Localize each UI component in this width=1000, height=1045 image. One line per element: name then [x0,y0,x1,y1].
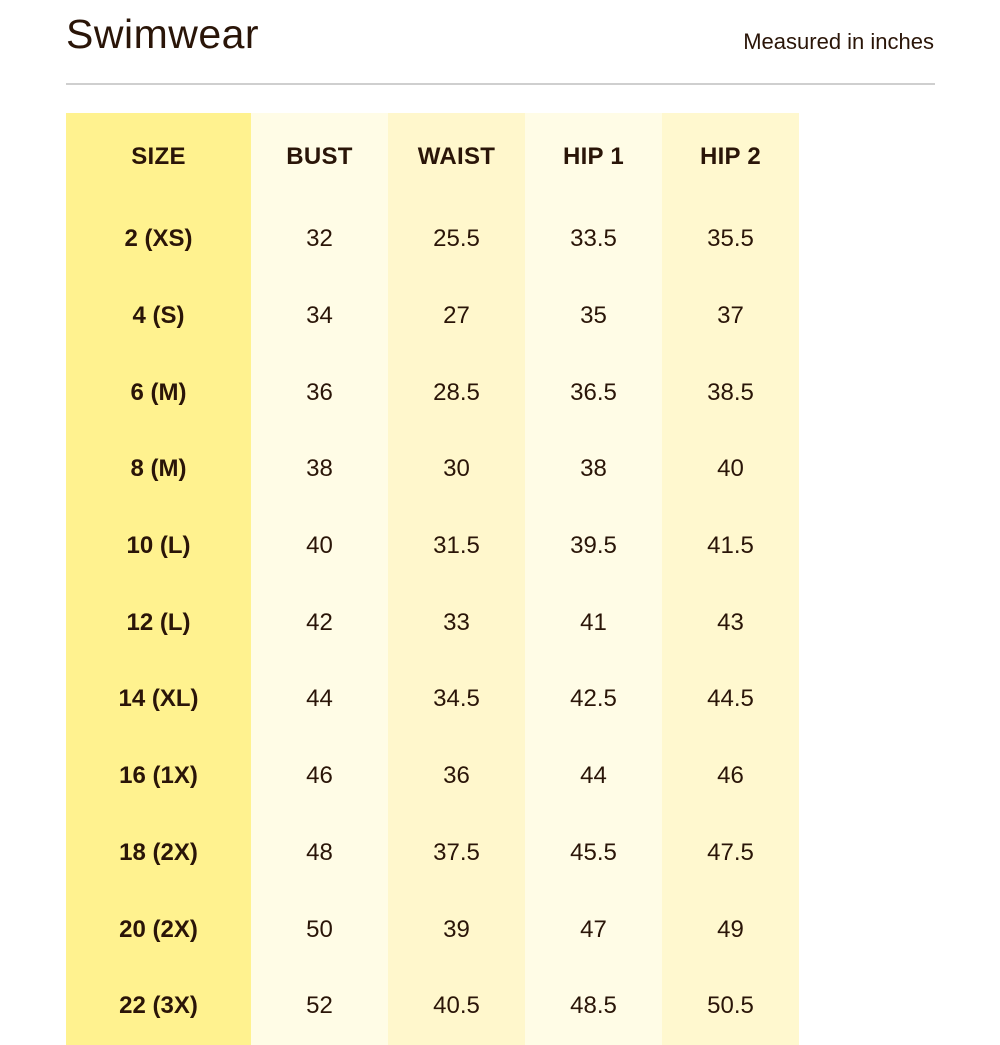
size-cell: 4 (S) [66,278,251,355]
size-cell: 10 (L) [66,508,251,585]
hip-2-cell: 46 [662,738,799,815]
waist-cell: 28.5 [388,354,525,431]
size-cell: 16 (1X) [66,738,251,815]
table-row [66,584,799,661]
hip-1-cell: 47 [525,891,662,968]
size-cell: 2 (XS) [66,201,251,278]
waist-cell: 31.5 [388,508,525,585]
hip-2-cell: 40 [662,431,799,508]
waist-cell: 33 [388,584,525,661]
size-table [66,113,799,1045]
size-cell: 6 (M) [66,354,251,431]
header-divider [66,83,935,85]
table-row [66,278,799,355]
size-cell: 20 (2X) [66,891,251,968]
waist-cell: 37.5 [388,815,525,892]
table-row [66,891,799,968]
bust-cell: 48 [251,815,388,892]
column-header-hip-2: HIP 2 [662,113,799,201]
hip-1-cell: 48.5 [525,968,662,1045]
bust-cell: 32 [251,201,388,278]
table-row [66,431,799,508]
size-cell: 22 (3X) [66,968,251,1045]
hip-1-cell: 38 [525,431,662,508]
unit-note: Measured in inches [743,29,934,54]
column-header-bust: BUST [251,113,388,201]
hip-2-cell: 49 [662,891,799,968]
hip-2-cell: 44.5 [662,661,799,738]
hip-1-cell: 45.5 [525,815,662,892]
table-row [66,201,799,278]
table-row [66,354,799,431]
bust-cell: 34 [251,278,388,355]
hip-1-cell: 33.5 [525,201,662,278]
table-body [66,201,799,1045]
hip-2-cell: 50.5 [662,968,799,1045]
column-header-size: SIZE [66,113,251,201]
hip-2-cell: 41.5 [662,508,799,585]
table-row [66,508,799,585]
size-cell: 14 (XL) [66,661,251,738]
bust-cell: 40 [251,508,388,585]
column-header-waist: WAIST [388,113,525,201]
hip-2-cell: 37 [662,278,799,355]
waist-cell: 34.5 [388,661,525,738]
bust-cell: 44 [251,661,388,738]
bust-cell: 42 [251,584,388,661]
hip-1-cell: 39.5 [525,508,662,585]
waist-cell: 27 [388,278,525,355]
page-title: Swimwear [66,11,260,57]
hip-2-cell: 47.5 [662,815,799,892]
hip-1-cell: 44 [525,738,662,815]
hip-1-cell: 36.5 [525,354,662,431]
hip-1-cell: 35 [525,278,662,355]
bust-cell: 36 [251,354,388,431]
bust-cell: 52 [251,968,388,1045]
waist-cell: 30 [388,431,525,508]
size-cell: 18 (2X) [66,815,251,892]
table-row [66,968,799,1045]
waist-cell: 36 [388,738,525,815]
waist-cell: 39 [388,891,525,968]
size-cell: 12 (L) [66,584,251,661]
bust-cell: 46 [251,738,388,815]
bust-cell: 50 [251,891,388,968]
size-cell: 8 (M) [66,431,251,508]
waist-cell: 40.5 [388,968,525,1045]
column-header-hip-1: HIP 1 [525,113,662,201]
hip-2-cell: 35.5 [662,201,799,278]
table-row [66,661,799,738]
bust-cell: 38 [251,431,388,508]
hip-2-cell: 38.5 [662,354,799,431]
table-row [66,738,799,815]
hip-1-cell: 42.5 [525,661,662,738]
waist-cell: 25.5 [388,201,525,278]
table-header-row [66,113,799,201]
table-row [66,815,799,892]
hip-1-cell: 41 [525,584,662,661]
hip-2-cell: 43 [662,584,799,661]
